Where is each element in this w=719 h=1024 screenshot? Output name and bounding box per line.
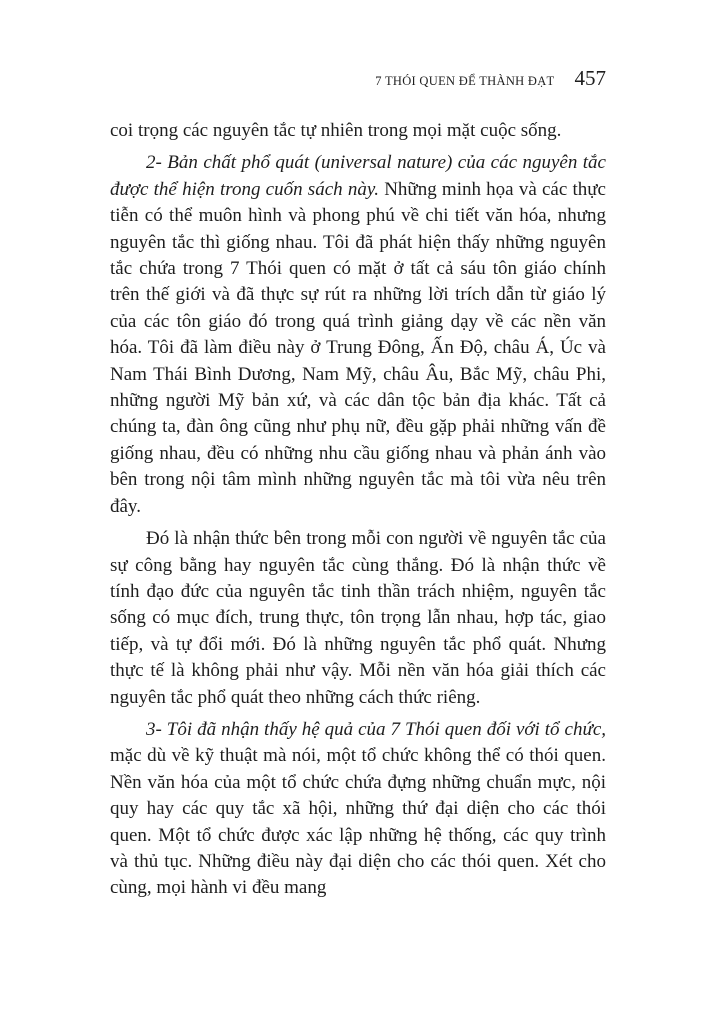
page-number: 457 [574,66,606,90]
paragraph-text: mặc dù về kỹ thuật mà nói, một tổ chức không thể có thói quen. Nền văn hóa của một tổ chức chứa đựng những chuẩn mực, nội quy hay các quy tắc xã hội, những thứ đại diện cho các thói quen. Một tổ chức được xác lập những hệ thống, các quy trình và thủ tục. Những điều này đại diện cho các thói quen. Xét cho cùng, mọi hành vi đều mang [110,745,606,899]
book-title: 7 THÓI QUEN ĐỂ THÀNH ĐẠT [375,74,555,88]
paragraph-3 [110,526,606,711]
paragraph-text: Những minh họa và các thực tiễn có thể muôn hình và phong phú về chi tiết văn hóa, nhưng nguyên tắc thì giống nhau. Tôi đã phát hiện thấy những nguyên tắc chứa trong 7 Thói quen có mặt ở tất cả sáu tôn giáo chính trên thế giới và đã thực sự rút ra những lời trích dẫn từ giáo lý của các tôn giáo đó trong quá trình giảng dạy về các nền văn hóa. Tôi đã làm điều này ở Trung Đông, Ấn Độ, châu Á, Úc và Nam Thái Bình Dương, Nam Mỹ, châu Âu, Bắc Mỹ, châu Phi, những người Mỹ bản xứ, và các dân tộc bản địa khác. Tất cả chúng ta, đàn ông cũng như phụ nữ, đều gặp phải những vấn đề giống nhau, đều có những nhu cầu giống nhau và phản ánh vào bên trong nội tâm mình những nguyên tắc mà tôi vừa nêu trên đây. [110,178,606,517]
paragraph-1 [110,118,606,144]
paragraph-2 [110,150,606,520]
running-header [375,66,606,91]
paragraph-italic-lead: 2- Bản chất phổ quát (universal nature) của các nguyên tắc được thể hiện trong cuốn sách này. [110,152,606,200]
paragraph-4 [110,717,606,902]
body-text [110,118,606,902]
paragraph-text: coi trọng các nguyên tắc tự nhiên trong mọi mặt cuộc sống. [110,120,562,141]
paragraph-text: Đó là nhận thức bên trong mỗi con người về nguyên tắc của sự công bằng hay nguyên tắc cùng thắng. Đó là nhận thức về tính đạo đức của nguyên tắc tinh thần trách nhiệm, nguyên tắc sống có mục đích, trung thực, tôn trọng lẫn nhau, hợp tác, giao tiếp, và tự đổi mới. Đó là những nguyên tắc phổ quát. Nhưng thực tế là không phải như vậy. Mỗi nền văn hóa giải thích các nguyên tắc phổ quát theo những cách thức riêng. [110,528,606,708]
paragraph-italic-lead: 3- Tôi đã nhận thấy hệ quả của 7 Thói quen đối với tổ chức, [146,718,606,740]
